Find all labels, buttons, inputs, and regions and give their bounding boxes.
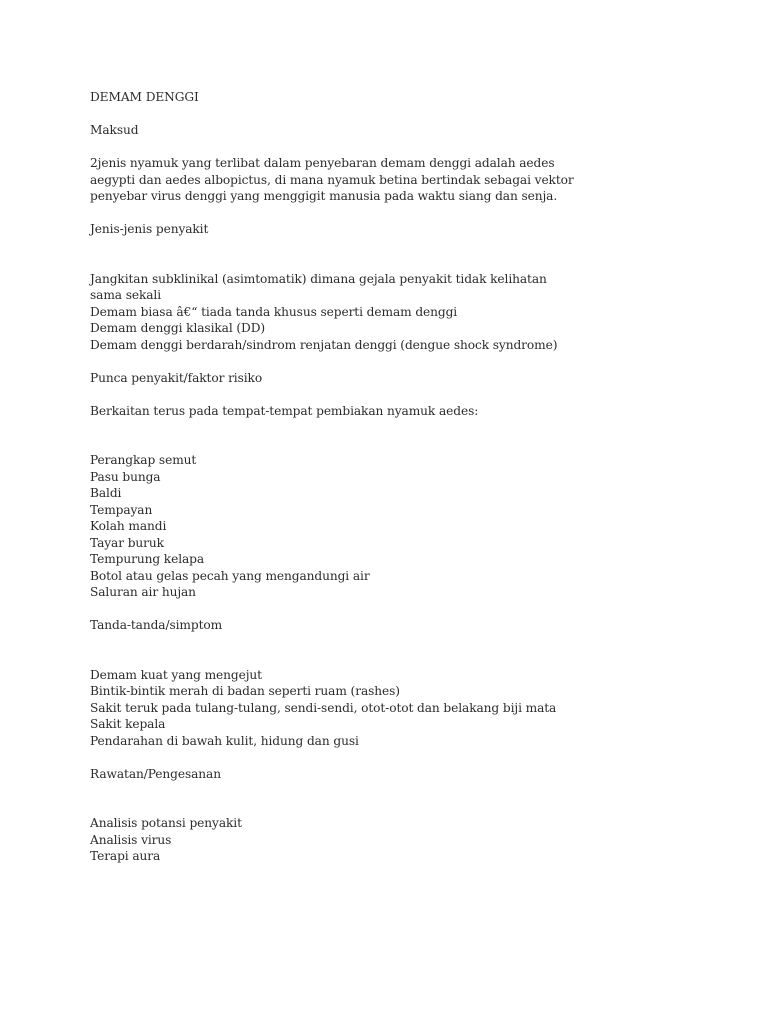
list-item: sama sekali xyxy=(90,288,162,302)
paragraph-line: 2jenis nyamuk yang terlibat dalam penyebaran demam denggi adalah aedes xyxy=(90,156,555,170)
section-heading-maksud: Maksud xyxy=(90,123,139,137)
paragraph-line: penyebar virus denggi yang menggigit manusia pada waktu siang dan senja. xyxy=(90,189,558,203)
list-jenis xyxy=(90,271,750,354)
list-item: Botol atau gelas pecah yang mengandungi air xyxy=(90,568,370,583)
section-heading-rawatan: Rawatan/Pengesanan xyxy=(90,766,221,781)
paragraph-line: aegypti dan aedes albopictus, di mana nyamuk betina bertindak sebagai vektor xyxy=(90,172,574,187)
list-item: Bintik-bintik merah di badan seperti ruam (rashes) xyxy=(90,684,400,698)
list-item: Tempurung kelapa xyxy=(90,552,205,566)
list-item: Baldi xyxy=(90,486,122,500)
list-punca xyxy=(90,452,750,601)
list-item: Jangkitan subklinikal (asimtomatik) dimana gejala penyakit tidak kelihatan xyxy=(90,271,547,286)
list-item: Sakit teruk pada tulang-tulang, sendi-sendi, otot-otot dan belakang biji mata xyxy=(90,700,557,715)
document-page xyxy=(90,89,750,865)
document-title: DEMAM DENGGI xyxy=(90,90,199,104)
list-tanda xyxy=(90,667,750,750)
list-item: Perangkap semut xyxy=(90,453,197,467)
list-item: Analisis virus xyxy=(90,832,172,847)
section-heading-jenis: Jenis-jenis penyakit xyxy=(90,222,209,236)
list-item: Demam biasa â€“ tiada tanda khusus seperti demam denggi xyxy=(90,304,458,319)
list-item: Sakit kepala xyxy=(90,717,166,731)
paragraph-maksud xyxy=(90,155,750,205)
list-item: Pasu bunga xyxy=(90,469,161,484)
list-item: Demam kuat yang mengejut xyxy=(90,667,262,682)
list-item: Demam denggi berdarah/sindrom renjatan denggi (dengue shock syndrome) xyxy=(90,337,558,352)
list-item: Tayar buruk xyxy=(90,535,164,550)
list-item: Terapi aura xyxy=(90,849,161,863)
list-item: Kolah mandi xyxy=(90,519,167,533)
list-item: Analisis potansi penyakit xyxy=(90,816,242,830)
list-rawatan xyxy=(90,815,750,865)
list-item: Pendarahan di bawah kulit, hidung dan gusi xyxy=(90,733,359,748)
section-heading-punca: Punca penyakit/faktor risiko xyxy=(90,370,263,385)
section-heading-tanda: Tanda-tanda/simptom xyxy=(90,618,223,632)
list-item: Saluran air hujan xyxy=(90,585,196,599)
list-item: Tempayan xyxy=(90,502,153,517)
list-item: Demam denggi klasikal (DD) xyxy=(90,321,266,335)
section-intro-punca: Berkaitan terus pada tempat-tempat pembiakan nyamuk aedes: xyxy=(90,403,479,418)
